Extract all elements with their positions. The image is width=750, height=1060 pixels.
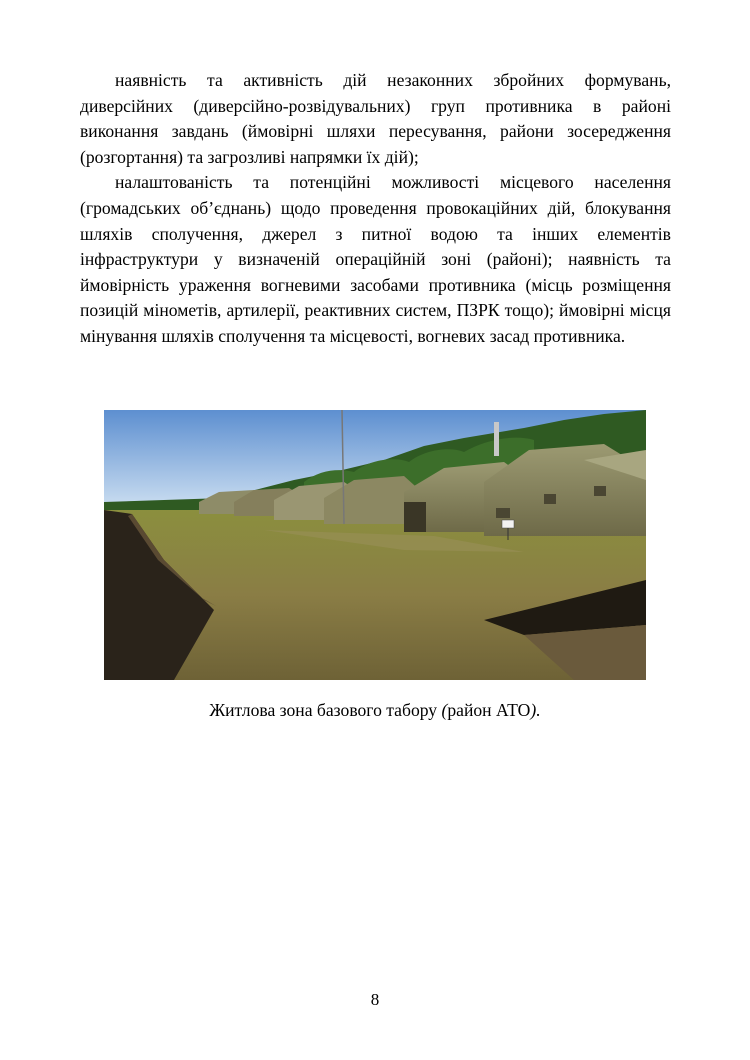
caption-open-paren: ( <box>441 700 448 720</box>
caption-close-paren: ). <box>530 700 541 720</box>
body-text <box>80 68 671 350</box>
page-number: 8 <box>370 990 380 1009</box>
photo-caption <box>0 700 750 721</box>
caption-middle: район АТО <box>447 700 531 720</box>
paragraph-1: наявність та активність дій незаконних збройних формувань, диверсійних (диверсійно-розвідувальних) груп противника в районі виконання завдань (ймовірні шляхи пересування, райони зосередження (розгортання) та загрозливі напрямки їх дій); <box>80 70 671 167</box>
paragraph-2: налаштованість та потенційні можливості місцевого населення (громадських об’єднань) щодо проведення провокаційних дій, блокування шляхів сполучення, джерел з питної водою та інших елементів інфраструктури у визначеній операційній зоні (районі); наявність та ймовірність ураження вогневими засобами противника (місць розміщення позицій мінометів, артилерії, реактивних систем, ПЗРК тощо); ймовірні місця мінування шляхів сполучення та місцевості, вогневих засад противника. <box>80 172 671 346</box>
caption-text: Житлова зона базового табору <box>209 700 442 720</box>
base-camp-photo <box>104 410 646 680</box>
